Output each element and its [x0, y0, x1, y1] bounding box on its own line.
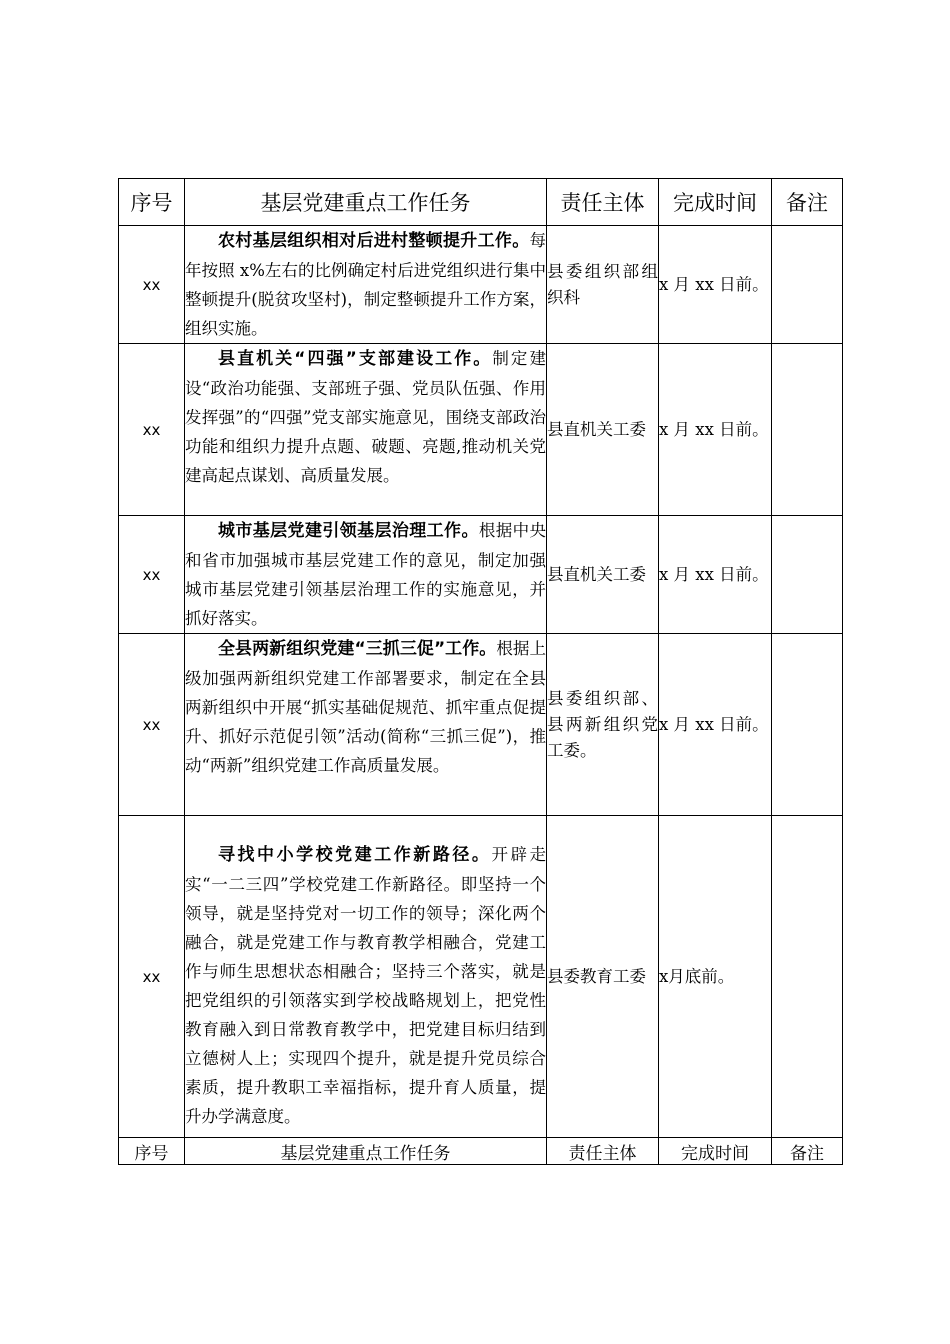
work-task-table	[118, 178, 843, 1165]
row-task	[185, 226, 547, 344]
task-body: 开辟走实“一二三四”学校党建工作新路径。即坚持一个领导，就是坚持党对一切工作的领导；深化两个融合，就是党建工作与教育教学相融合，党建工作与师生思想状态相融合；坚持三个落实，就是把党组织的引领落实到学校战略规划上，把党性教育融入到日常教育教学中，把党建目标归结到立德树人上；实现四个提升，就是提升党员综合素质，提升教职工幸福指标，提升育人质量，提升办学满意度。	[185, 845, 546, 1126]
footer-responsible: 责任主体	[547, 1138, 659, 1165]
table-row	[119, 516, 843, 634]
header-task: 基层党建重点工作任务	[185, 179, 547, 226]
row-seq: xx	[119, 344, 185, 516]
task-body: 制定建设“政治功能强、支部班子强、党员队伍强、作用发挥强”的“四强”党支部实施意见，围绕支部政治功能和组织力提升点题、破题、亮题,推动机关党建高起点谋划、高质量发展。	[185, 349, 546, 485]
row-responsible: 县委教育工委	[547, 816, 659, 1138]
row-deadline: x 月 xx 日前。	[659, 226, 772, 344]
footer-seq: 序号	[119, 1138, 185, 1165]
header-responsible: 责任主体	[547, 179, 659, 226]
task-body: 根据中央和省市加强城市基层党建工作的意见，制定加强城市基层党建引领基层治理工作的实施意见，并抓好落实。	[185, 521, 547, 628]
task-title: 全县两新组织党建“三抓三促”工作。	[218, 639, 497, 659]
header-seq: 序号	[119, 179, 185, 226]
task-body: 根据上级加强两新组织党建工作部署要求，制定在全县两新组织中开展“抓实基础促规范、抓牢重点促提升、抓好示范促引领”活动(简称“三抓三促”)，推动“两新”组织党建工作高质量发展。	[185, 639, 546, 775]
header-deadline: 完成时间	[659, 179, 772, 226]
task-title: 农村基层组织相对后进村整顿提升工作。	[218, 231, 530, 251]
row-responsible: 县直机关工委	[547, 516, 659, 634]
row-seq: xx	[119, 516, 185, 634]
row-seq: xx	[119, 226, 185, 344]
task-body: 每年按照 x%左右的比例确定村后进党组织进行集中整顿提升(脱贫攻坚村)，制定整顿提升工作方案，组织实施。	[185, 231, 546, 338]
row-deadline: x月底前。	[659, 816, 772, 1138]
table-row	[119, 226, 843, 344]
row-seq: xx	[119, 816, 185, 1138]
row-deadline: x 月 xx 日前。	[659, 516, 772, 634]
row-responsible: 县委组织部组织科	[547, 226, 659, 344]
table-header-row	[119, 179, 843, 226]
footer-deadline: 完成时间	[659, 1138, 772, 1165]
row-note	[772, 634, 843, 816]
table-row	[119, 344, 843, 516]
row-deadline: x 月 xx 日前。	[659, 344, 772, 516]
row-deadline: x 月 xx 日前。	[659, 634, 772, 816]
table-row	[119, 816, 843, 1138]
task-title: 县直机关“四强”支部建设工作。	[218, 349, 493, 369]
row-note	[772, 516, 843, 634]
row-responsible: 县委组织部、县两新组织党工委。	[547, 634, 659, 816]
row-seq: xx	[119, 634, 185, 816]
header-notes: 备注	[772, 179, 843, 226]
row-task	[185, 344, 547, 516]
task-title: 城市基层党建引领基层治理工作。	[218, 521, 479, 541]
row-task	[185, 816, 547, 1138]
footer-notes: 备注	[772, 1138, 843, 1165]
footer-task: 基层党建重点工作任务	[185, 1138, 547, 1165]
row-task	[185, 634, 547, 816]
row-note	[772, 226, 843, 344]
row-responsible: 县直机关工委	[547, 344, 659, 516]
row-task	[185, 516, 547, 634]
row-note	[772, 816, 843, 1138]
table-footer-header-row	[119, 1138, 843, 1165]
task-title: 寻找中小学校党建工作新路径。	[218, 845, 492, 865]
table-row	[119, 634, 843, 816]
row-note	[772, 344, 843, 516]
